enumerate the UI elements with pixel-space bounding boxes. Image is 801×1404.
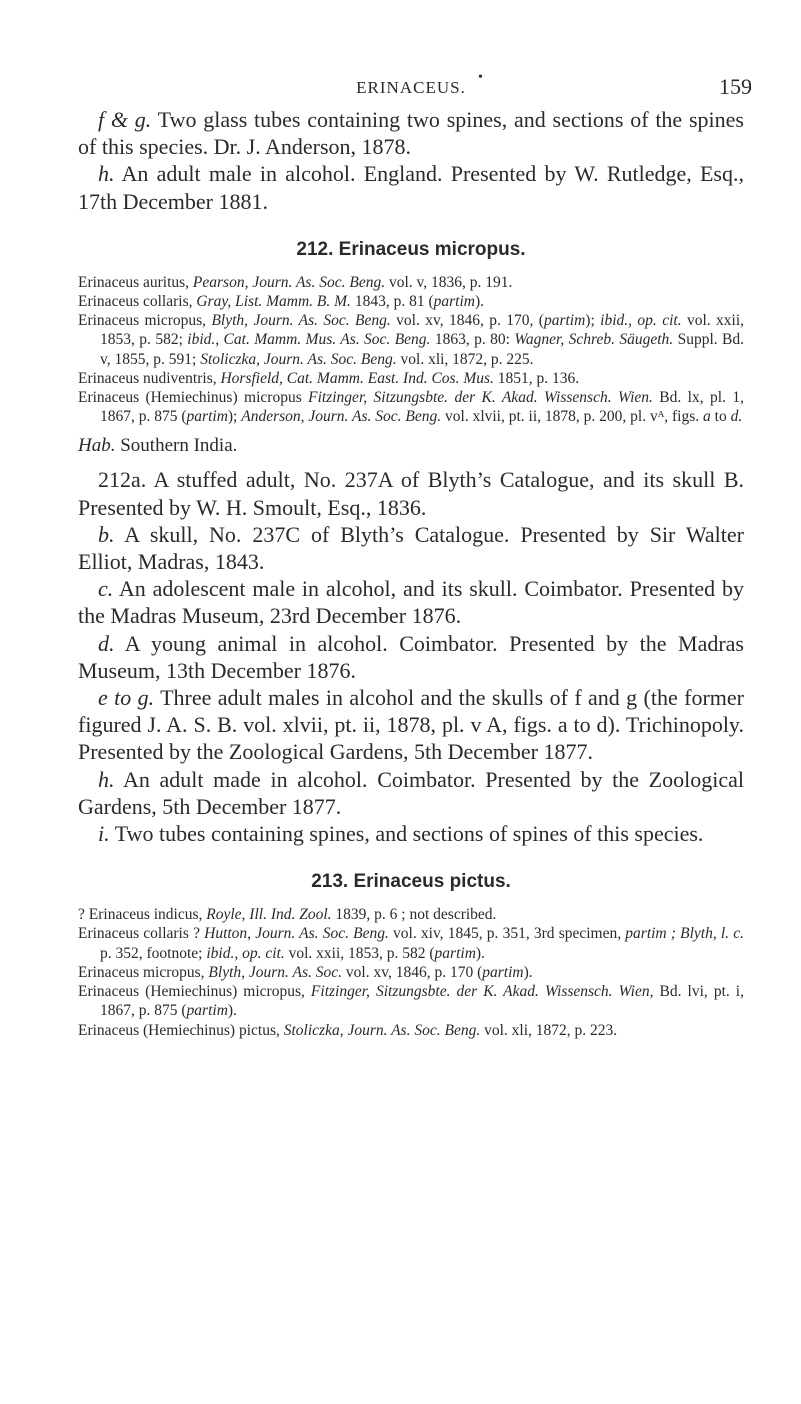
synonymy-213 <box>78 905 744 1039</box>
entry-fg <box>78 106 744 160</box>
citation-text: ). <box>475 944 485 962</box>
specimen-text: An adult made in alcohol. Coimbator. Presented by the Zoological Gardens, 5th December 1877. <box>78 766 744 819</box>
specimen-label: 212a. <box>98 467 147 493</box>
specimen-entry <box>78 820 744 847</box>
citation-italic: Hutton, Journ. As. Soc. Beng. <box>204 925 389 943</box>
citation-italic: partim <box>433 293 475 311</box>
citation-text: Erinaceus micropus, <box>78 963 209 981</box>
citation-italic: Blyth, Journ. As. Soc. Beng. <box>211 312 391 330</box>
citation-text: Erinaceus auritus, <box>78 273 193 291</box>
citation-text: vol. xli, 1872, p. 225. <box>396 350 534 368</box>
synonym-entry <box>78 388 744 426</box>
specimen-label: b. <box>98 521 115 547</box>
citation-text: Erinaceus (Hemiechinus) pictus, <box>78 1021 284 1039</box>
synonym-entry <box>78 924 744 962</box>
species-heading-212: 212. Erinaceus micropus. <box>296 238 526 260</box>
specimen-text: Two tubes containing spines, and sections of spines of this species. <box>109 821 704 847</box>
citation-italic: Wagner, Schreb. Säugeth. <box>514 331 674 349</box>
citation-text: Erinaceus collaris, <box>78 293 197 311</box>
continued-entries <box>78 106 744 215</box>
citation-text: vol. xli, 1872, p. 223. <box>480 1021 618 1039</box>
citation-italic: partim <box>186 408 228 426</box>
specimen-text: An adolescent male in alcohol, and its skull. Coimbator. Presented by the Madras Museum, 23rd December 1876. <box>78 576 744 629</box>
citation-text: ); <box>585 312 601 330</box>
citation-text: Erinaceus collaris ? <box>78 925 205 943</box>
entry-h <box>78 160 744 214</box>
synonym-entry <box>78 982 744 1020</box>
citation-text: ). <box>474 293 484 311</box>
citation-italic: Stoliczka, Journ. As. Soc. Beng. <box>200 350 397 368</box>
citation-text: to <box>710 408 731 426</box>
citation-text: Bd. lvi, pt. i, 1867, p. 875 ( <box>100 983 744 1020</box>
running-head-dot: • <box>478 70 483 85</box>
citation-text: vol. xxii, 1853, p. 582 ( <box>284 944 435 962</box>
citation-text: Erinaceus micropus, <box>78 312 212 330</box>
synonym-entry <box>78 369 744 388</box>
entry-label: h. <box>98 161 115 187</box>
citation-italic: d. <box>730 408 743 426</box>
citation-text: ); <box>227 408 242 426</box>
citation-text: vol. xiv, 1845, p. 351, 3rd specimen, <box>388 925 626 943</box>
entry-text: Two glass tubes containing two spines, and sections of the spines of this species. Dr. J. Anderson, 1878. <box>78 107 744 160</box>
specimen-list-212 <box>78 466 744 847</box>
citation-text: p. 352, footnote; <box>100 944 207 962</box>
citation-italic: ibid., op. cit. <box>600 312 682 330</box>
specimen-entry <box>78 466 744 520</box>
citation-italic: ibid., op. cit. <box>206 944 285 962</box>
citation-italic: partim <box>543 312 586 330</box>
citation-italic: Pearson, Journ. As. Soc. Beng. <box>192 273 386 291</box>
synonym-entry <box>78 292 744 311</box>
citation-text: ). <box>227 1002 237 1020</box>
specimen-entry <box>78 630 744 684</box>
specimen-label: e to g. <box>98 685 155 711</box>
citation-text: ). <box>523 963 533 981</box>
synonym-entry <box>78 963 744 982</box>
specimen-label: i. <box>98 821 110 847</box>
citation-italic: Stoliczka, Journ. As. Soc. Beng. <box>283 1021 481 1039</box>
entry-label: f & g. <box>98 107 152 132</box>
citation-text: Erinaceus (Hemiechinus) micropus <box>78 389 309 407</box>
citation-text: vol. xlvii, pt. ii, 1878, p. 200, pl. vᴬ, figs. <box>441 408 704 426</box>
citation-text: Suppl. Bd. v, 1855, p. 591; <box>100 331 745 368</box>
citation-text: 1843, p. 81 ( <box>350 293 434 311</box>
synonym-entry <box>78 905 744 924</box>
citation-italic: Anderson, Journ. As. Soc. Beng. <box>241 408 442 426</box>
specimen-entry <box>78 575 744 629</box>
specimen-label: d. <box>98 630 115 656</box>
citation-text: 1839, p. 6 ; not described. <box>331 906 497 924</box>
citation-italic: Blyth, Journ. As. Soc. <box>208 963 343 981</box>
specimen-text: A skull, No. 237C of Blyth’s Catalogue. Presented by Sir Walter Elliot, Madras, 1843. <box>78 521 744 575</box>
synonymy-212 <box>78 273 744 427</box>
citation-text: 1863, p. 80: <box>430 331 515 349</box>
synonym-entry <box>78 1021 744 1040</box>
citation-italic: a <box>703 408 711 426</box>
specimen-text: A stuffed adult, No. 237A of Blyth’s Catalogue, and its skull B. Presented by W. H. Smoult, Esq., 1836. <box>78 467 744 520</box>
citation-italic: ibid., Cat. Mamm. Mus. As. Soc. Beng. <box>187 331 431 349</box>
habitat <box>78 432 744 460</box>
citation-text: Erinaceus nudiventris, <box>78 369 221 387</box>
citation-italic: partim <box>186 1002 228 1020</box>
citation-text: vol. xv, 1846, p. 170, ( <box>390 312 544 330</box>
running-head <box>78 70 752 106</box>
citation-italic: Fitzinger, Sitzungsbte. der K. Akad. Wissensch. Wien, <box>310 983 654 1001</box>
citation-text: Bd. lx, pl. 1, 1867, p. 875 ( <box>100 389 744 426</box>
specimen-text: Three adult males in alcohol and the skulls of f and g (the former figured J. A. S. B. vol. xlvii, pt. ii, 1878, pl. v A, figs. a to d). Trichinopoly. Presented by the Zoological Gardens, 5th December 1877. <box>78 685 744 765</box>
specimen-text: A young animal in alcohol. Coimbator. Presented by the Madras Museum, 13th December 1876. <box>78 630 744 683</box>
entry-text: An adult male in alcohol. England. Presented by W. Rutledge, Esq., 17th December 1881. <box>78 161 744 214</box>
citation-text: ? Erinaceus indicus, <box>78 906 207 924</box>
page <box>78 70 752 1040</box>
citation-text: 1851, p. 136. <box>493 369 580 387</box>
habitat-text: Southern India. <box>115 435 238 457</box>
specimen-entry <box>78 521 744 575</box>
page-number: 159 <box>719 74 752 99</box>
specimen-entry <box>78 766 744 820</box>
species-heading-213: 213. Erinaceus pictus. <box>311 871 511 893</box>
citation-italic: Fitzinger, Sitzungsbte. der K. Akad. Wissensch. Wien. <box>308 389 653 407</box>
citation-italic: partim <box>482 963 524 981</box>
citation-italic: partim ; Blyth, l. c. <box>625 925 744 943</box>
citation-text: vol. xxii, 1853, p. 582; <box>100 312 745 349</box>
citation-text: Erinaceus (Hemiechinus) micropus, <box>78 983 311 1001</box>
running-head-title: ERINACEUS. <box>356 78 466 97</box>
citation-italic: Gray, List. Mamm. B. M. <box>196 293 351 311</box>
specimen-entry <box>78 684 744 766</box>
citation-text: vol. v, 1836, p. 191. <box>385 273 513 291</box>
specimen-label: c. <box>98 576 114 602</box>
specimen-label: h. <box>98 766 115 792</box>
habitat-label: Hab. <box>78 435 116 457</box>
citation-italic: Horsfield, Cat. Mamm. East. Ind. Cos. Mus. <box>220 369 494 387</box>
synonym-entry <box>78 311 744 369</box>
citation-italic: partim <box>434 944 476 962</box>
citation-text: vol. xv, 1846, p. 170 ( <box>342 963 483 981</box>
citation-italic: Royle, Ill. Ind. Zool. <box>206 906 332 924</box>
synonym-entry <box>78 273 744 292</box>
